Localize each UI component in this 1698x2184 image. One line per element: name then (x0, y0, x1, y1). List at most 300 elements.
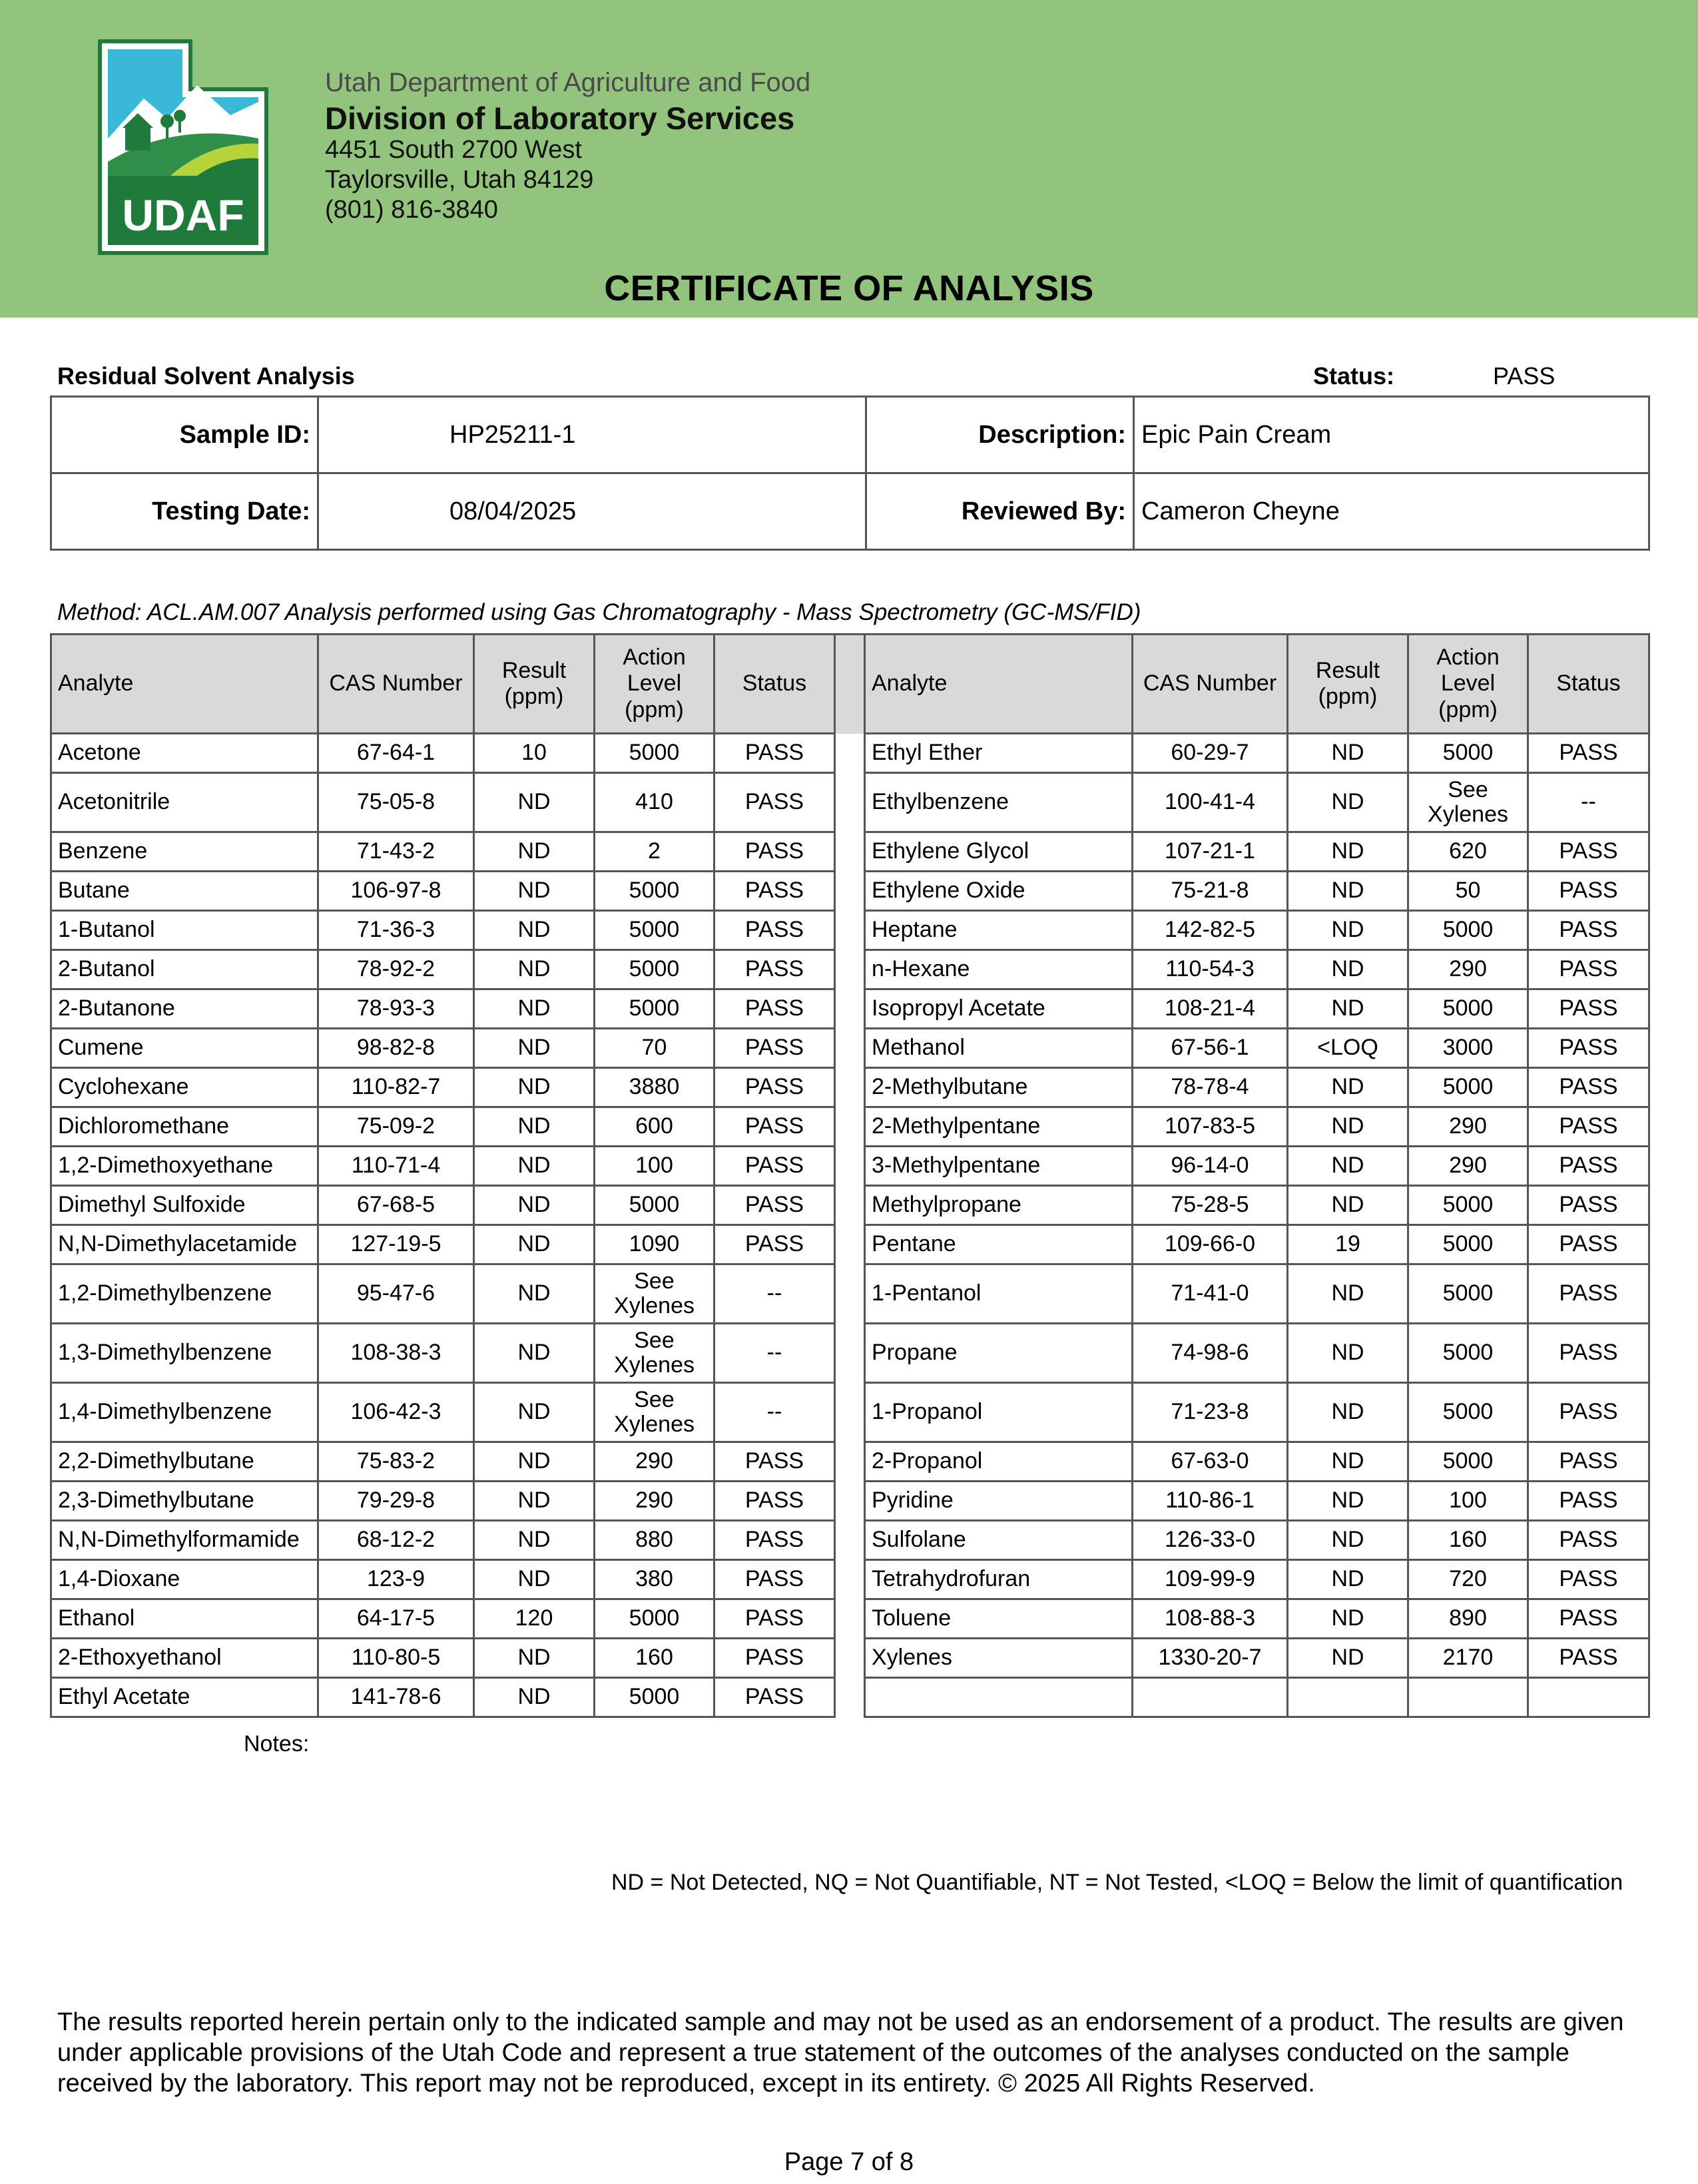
left-analyte-cell: Benzene (51, 832, 318, 872)
left-action-cell: 410 (595, 773, 714, 832)
left-status-cell: PASS (714, 1678, 835, 1717)
left-status-cell: PASS (714, 1521, 835, 1560)
left-analyte-cell: 1-Butanol (51, 911, 318, 950)
left-result-cell: ND (474, 1639, 595, 1678)
notes-label: Notes: (244, 1731, 310, 1757)
right-action-cell: 620 (1408, 832, 1528, 872)
left-result-cell: ND (474, 1482, 595, 1521)
right-result-cell: ND (1288, 1107, 1408, 1147)
right-action-cell: 5000 (1408, 989, 1528, 1029)
right-status-cell: PASS (1528, 872, 1649, 911)
left-action-cell: 600 (595, 1107, 714, 1147)
left-status-cell: PASS (714, 1186, 835, 1225)
left-action-cell: 2 (595, 832, 714, 872)
analysis-title: Residual Solvent Analysis (57, 362, 355, 390)
left-analyte-cell: 1,3-Dimethylbenzene (51, 1324, 318, 1383)
left-analyte-cell: 2-Butanol (51, 950, 318, 989)
phone-number: (801) 816-3840 (325, 196, 498, 224)
right-analyte-cell: Sulfolane (865, 1521, 1133, 1560)
left-analyte-cell: 2-Ethoxyethanol (51, 1639, 318, 1678)
right-status-cell: PASS (1528, 1225, 1649, 1264)
right-analyte-cell: Isopropyl Acetate (865, 989, 1133, 1029)
left-result-cell: ND (474, 1521, 595, 1560)
left-action-cell: 880 (595, 1521, 714, 1560)
right-action-cell: 50 (1408, 872, 1528, 911)
left-cas-cell: 106-42-3 (318, 1383, 474, 1442)
left-action-cell: 5000 (595, 1678, 714, 1717)
left-status-cell: PASS (714, 734, 835, 773)
overall-status-value: PASS (1493, 362, 1556, 390)
right-result-cell: ND (1288, 989, 1408, 1029)
column-gap (835, 1147, 865, 1186)
left-cas-cell: 75-09-2 (318, 1107, 474, 1147)
right-cas-cell: 109-99-9 (1133, 1560, 1288, 1599)
left-result-cell: ND (474, 1264, 595, 1324)
table-row (51, 1324, 1649, 1383)
table-row (51, 989, 1649, 1029)
column-gap (835, 1107, 865, 1147)
left-status-cell: PASS (714, 1029, 835, 1068)
right-result-cell: <LOQ (1288, 1029, 1408, 1068)
right-result-cell: ND (1288, 1147, 1408, 1186)
left-cas-cell: 64-17-5 (318, 1599, 474, 1639)
right-action-cell: 5000 (1408, 1186, 1528, 1225)
right-cas-cell: 60-29-7 (1133, 734, 1288, 773)
right-status-cell: PASS (1528, 989, 1649, 1029)
table-row (51, 1029, 1649, 1068)
left-analyte-cell: 2,3-Dimethylbutane (51, 1482, 318, 1521)
right-result-cell (1288, 1678, 1408, 1717)
right-analyte-cell: Propane (865, 1324, 1133, 1383)
left-cas-cell: 68-12-2 (318, 1521, 474, 1560)
right-cas-cell: 67-63-0 (1133, 1442, 1288, 1482)
col-header-status: Status (1528, 635, 1649, 734)
right-result-cell: ND (1288, 832, 1408, 872)
left-analyte-cell: Butane (51, 872, 318, 911)
column-gap (835, 1560, 865, 1599)
right-result-cell: ND (1288, 911, 1408, 950)
left-cas-cell: 75-05-8 (318, 773, 474, 832)
left-result-cell: ND (474, 1107, 595, 1147)
left-action-cell: 290 (595, 1482, 714, 1521)
left-analyte-cell: Dimethyl Sulfoxide (51, 1186, 318, 1225)
left-cas-cell: 78-93-3 (318, 989, 474, 1029)
right-status-cell: PASS (1528, 1147, 1649, 1186)
overall-status-label: Status: (1313, 362, 1395, 390)
left-status-cell: PASS (714, 872, 835, 911)
left-analyte-cell: Ethyl Acetate (51, 1678, 318, 1717)
col-header-cas: CAS Number (1133, 635, 1288, 734)
right-status-cell: PASS (1528, 950, 1649, 989)
left-cas-cell: 95-47-6 (318, 1264, 474, 1324)
right-cas-cell: 126-33-0 (1133, 1521, 1288, 1560)
left-status-cell: PASS (714, 989, 835, 1029)
col-header-action-level: Action Level (ppm) (595, 635, 714, 734)
left-action-cell: See Xylenes (595, 1324, 714, 1383)
table-row (51, 1186, 1649, 1225)
right-action-cell: 890 (1408, 1599, 1528, 1639)
right-status-cell: PASS (1528, 1264, 1649, 1324)
col-header-analyte: Analyte (865, 635, 1133, 734)
left-action-cell: 5000 (595, 989, 714, 1029)
logo-text: UDAF (122, 190, 244, 240)
column-gap (835, 1264, 865, 1324)
right-status-cell: PASS (1528, 1324, 1649, 1383)
right-analyte-cell: Methanol (865, 1029, 1133, 1068)
left-analyte-cell: 1,2-Dimethylbenzene (51, 1264, 318, 1324)
left-result-cell: ND (474, 1324, 595, 1383)
left-action-cell: 380 (595, 1560, 714, 1599)
right-analyte-cell: Heptane (865, 911, 1133, 950)
column-gap (835, 989, 865, 1029)
table-row (51, 1678, 1649, 1717)
reviewed-by-value: Cameron Cheyne (1134, 473, 1649, 550)
left-status-cell: PASS (714, 950, 835, 989)
column-gap (835, 1029, 865, 1068)
right-action-cell: 5000 (1408, 1383, 1528, 1442)
right-result-cell: ND (1288, 1068, 1408, 1107)
right-cas-cell: 142-82-5 (1133, 911, 1288, 950)
sample-id-label: Sample ID: (51, 397, 318, 473)
right-cas-cell: 110-86-1 (1133, 1482, 1288, 1521)
left-status-cell: PASS (714, 832, 835, 872)
left-status-cell: PASS (714, 1107, 835, 1147)
reviewed-by-label: Reviewed By: (866, 473, 1134, 550)
column-gap (835, 1442, 865, 1482)
left-status-cell: -- (714, 1383, 835, 1442)
left-status-cell: -- (714, 1324, 835, 1383)
left-result-cell: ND (474, 1186, 595, 1225)
page-number: Page 7 of 8 (784, 2148, 914, 2176)
right-cas-cell: 71-23-8 (1133, 1383, 1288, 1442)
right-analyte-cell: 2-Methylpentane (865, 1107, 1133, 1147)
right-cas-cell: 78-78-4 (1133, 1068, 1288, 1107)
column-gap (835, 1225, 865, 1264)
column-gap (835, 1186, 865, 1225)
right-status-cell: PASS (1528, 1639, 1649, 1678)
table-row (51, 1068, 1649, 1107)
column-gap (835, 1599, 865, 1639)
right-status-cell: PASS (1528, 1560, 1649, 1599)
right-cas-cell: 1330-20-7 (1133, 1639, 1288, 1678)
table-row (51, 1442, 1649, 1482)
table-row (51, 911, 1649, 950)
left-action-cell: See Xylenes (595, 1383, 714, 1442)
column-gap (835, 950, 865, 989)
right-cas-cell: 75-28-5 (1133, 1186, 1288, 1225)
left-cas-cell: 106-97-8 (318, 872, 474, 911)
right-analyte-cell: Toluene (865, 1599, 1133, 1639)
left-status-cell: PASS (714, 1068, 835, 1107)
right-cas-cell: 107-83-5 (1133, 1107, 1288, 1147)
right-status-cell: PASS (1528, 1186, 1649, 1225)
right-status-cell: PASS (1528, 1107, 1649, 1147)
col-header-result: Result (ppm) (474, 635, 595, 734)
left-cas-cell: 127-19-5 (318, 1225, 474, 1264)
sample-info-table (50, 396, 1650, 551)
right-action-cell: See Xylenes (1408, 773, 1528, 832)
right-status-cell: PASS (1528, 1482, 1649, 1521)
right-cas-cell: 96-14-0 (1133, 1147, 1288, 1186)
left-action-cell: 5000 (595, 872, 714, 911)
right-result-cell: ND (1288, 1639, 1408, 1678)
table-row (51, 1599, 1649, 1639)
left-cas-cell: 78-92-2 (318, 950, 474, 989)
table-row (51, 1639, 1649, 1678)
right-cas-cell: 109-66-0 (1133, 1225, 1288, 1264)
right-analyte-cell: Xylenes (865, 1639, 1133, 1678)
left-result-cell: ND (474, 832, 595, 872)
left-action-cell: See Xylenes (595, 1264, 714, 1324)
column-gap (835, 1068, 865, 1107)
right-action-cell: 290 (1408, 950, 1528, 989)
right-status-cell: PASS (1528, 1068, 1649, 1107)
right-action-cell: 5000 (1408, 1068, 1528, 1107)
right-action-cell: 5000 (1408, 734, 1528, 773)
left-cas-cell: 67-68-5 (318, 1186, 474, 1225)
table-row (51, 1225, 1649, 1264)
right-action-cell: 5000 (1408, 911, 1528, 950)
right-analyte-cell: n-Hexane (865, 950, 1133, 989)
right-result-cell: ND (1288, 1186, 1408, 1225)
right-result-cell: ND (1288, 1264, 1408, 1324)
left-action-cell: 5000 (595, 950, 714, 989)
right-analyte-cell: Pyridine (865, 1482, 1133, 1521)
col-header-action-level: Action Level (ppm) (1408, 635, 1528, 734)
right-cas-cell: 71-41-0 (1133, 1264, 1288, 1324)
right-result-cell: ND (1288, 1599, 1408, 1639)
right-action-cell (1408, 1678, 1528, 1717)
right-action-cell: 290 (1408, 1107, 1528, 1147)
right-cas-cell: 108-88-3 (1133, 1599, 1288, 1639)
left-status-cell: PASS (714, 1560, 835, 1599)
right-status-cell (1528, 1678, 1649, 1717)
table-row (51, 872, 1649, 911)
right-action-cell: 100 (1408, 1482, 1528, 1521)
right-result-cell: ND (1288, 950, 1408, 989)
left-cas-cell: 67-64-1 (318, 734, 474, 773)
sample-info-row (51, 473, 1649, 550)
col-header-status: Status (714, 635, 835, 734)
column-gap (835, 1482, 865, 1521)
left-cas-cell: 110-82-7 (318, 1068, 474, 1107)
column-gap (835, 1324, 865, 1383)
left-result-cell: ND (474, 911, 595, 950)
column-gap (835, 1383, 865, 1442)
right-status-cell: PASS (1528, 1442, 1649, 1482)
left-analyte-cell: 2,2-Dimethylbutane (51, 1442, 318, 1482)
left-analyte-cell: N,N-Dimethylacetamide (51, 1225, 318, 1264)
left-result-cell: ND (474, 1560, 595, 1599)
left-result-cell: ND (474, 872, 595, 911)
left-status-cell: PASS (714, 1482, 835, 1521)
left-analyte-cell: 2-Butanone (51, 989, 318, 1029)
left-analyte-cell: Cumene (51, 1029, 318, 1068)
left-cas-cell: 71-36-3 (318, 911, 474, 950)
right-result-cell: ND (1288, 1560, 1408, 1599)
right-analyte-cell (865, 1678, 1133, 1717)
certificate-title: CERTIFICATE OF ANALYSIS (604, 268, 1094, 308)
right-analyte-cell: Tetrahydrofuran (865, 1560, 1133, 1599)
column-gap (835, 635, 865, 734)
right-action-cell: 290 (1408, 1147, 1528, 1186)
left-cas-cell: 123-9 (318, 1560, 474, 1599)
left-result-cell: ND (474, 1678, 595, 1717)
left-action-cell: 70 (595, 1029, 714, 1068)
left-status-cell: PASS (714, 1147, 835, 1186)
left-analyte-cell: N,N-Dimethylformamide (51, 1521, 318, 1560)
right-result-cell: ND (1288, 734, 1408, 773)
results-table (50, 633, 1650, 1718)
table-row (51, 950, 1649, 989)
disclaimer-text: The results reported herein pertain only to the indicated sample and may not be used as an endorsement of a product. The results are given under applicable provisions of the Utah Code and represent a true statement of the outcomes of the analyses conducted on the sample received by the laboratory. This report may not be reproduced, except in its entirety. © 2025 All Rights Reserved. (57, 2008, 1624, 2097)
left-status-cell: PASS (714, 911, 835, 950)
right-status-cell: PASS (1528, 734, 1649, 773)
right-cas-cell: 100-41-4 (1133, 773, 1288, 832)
right-status-cell: PASS (1528, 1599, 1649, 1639)
left-action-cell: 1090 (595, 1225, 714, 1264)
left-analyte-cell: 1,4-Dioxane (51, 1560, 318, 1599)
left-action-cell: 290 (595, 1442, 714, 1482)
left-cas-cell: 75-83-2 (318, 1442, 474, 1482)
sample-info-row (51, 397, 1649, 473)
results-header-row (51, 635, 1649, 734)
column-gap (835, 872, 865, 911)
right-cas-cell: 107-21-1 (1133, 832, 1288, 872)
table-row (51, 1147, 1649, 1186)
left-analyte-cell: Dichloromethane (51, 1107, 318, 1147)
left-action-cell: 5000 (595, 911, 714, 950)
right-action-cell: 5000 (1408, 1442, 1528, 1482)
left-analyte-cell: 1,2-Dimethoxyethane (51, 1147, 318, 1186)
left-action-cell: 3880 (595, 1068, 714, 1107)
column-gap (835, 832, 865, 872)
left-action-cell: 5000 (595, 1186, 714, 1225)
left-analyte-cell: Ethanol (51, 1599, 318, 1639)
left-result-cell: ND (474, 1383, 595, 1442)
left-cas-cell: 110-71-4 (318, 1147, 474, 1186)
right-cas-cell: 67-56-1 (1133, 1029, 1288, 1068)
column-gap (835, 911, 865, 950)
table-row (51, 773, 1649, 832)
results-body (51, 734, 1649, 1717)
right-result-cell: 19 (1288, 1225, 1408, 1264)
right-analyte-cell: Ethyl Ether (865, 734, 1133, 773)
col-header-cas: CAS Number (318, 635, 474, 734)
left-status-cell: PASS (714, 773, 835, 832)
testing-date-label: Testing Date: (51, 473, 318, 550)
right-analyte-cell: Ethylene Oxide (865, 872, 1133, 911)
left-cas-cell: 110-80-5 (318, 1639, 474, 1678)
left-action-cell: 100 (595, 1147, 714, 1186)
testing-date-value: 08/04/2025 (318, 473, 866, 550)
column-gap (835, 1639, 865, 1678)
right-status-cell: PASS (1528, 832, 1649, 872)
left-result-cell: ND (474, 1225, 595, 1264)
right-analyte-cell: Ethylene Glycol (865, 832, 1133, 872)
right-result-cell: ND (1288, 1482, 1408, 1521)
left-status-cell: PASS (714, 1599, 835, 1639)
left-analyte-cell: 1,4-Dimethylbenzene (51, 1383, 318, 1442)
column-gap (835, 734, 865, 773)
column-gap (835, 773, 865, 832)
udaf-logo (97, 39, 269, 256)
right-analyte-cell: 2-Methylbutane (865, 1068, 1133, 1107)
left-action-cell: 160 (595, 1639, 714, 1678)
right-analyte-cell: 1-Propanol (865, 1383, 1133, 1442)
left-analyte-cell: Acetonitrile (51, 773, 318, 832)
right-status-cell: -- (1528, 773, 1649, 832)
left-cas-cell: 141-78-6 (318, 1678, 474, 1717)
right-status-cell: PASS (1528, 1029, 1649, 1068)
left-result-cell: 10 (474, 734, 595, 773)
table-row (51, 1521, 1649, 1560)
table-row (51, 734, 1649, 773)
table-row (51, 1107, 1649, 1147)
left-cas-cell: 71-43-2 (318, 832, 474, 872)
right-action-cell: 5000 (1408, 1324, 1528, 1383)
right-result-cell: ND (1288, 1383, 1408, 1442)
left-status-cell: -- (714, 1264, 835, 1324)
description-label: Description: (866, 397, 1134, 473)
right-analyte-cell: Methylpropane (865, 1186, 1133, 1225)
left-action-cell: 5000 (595, 734, 714, 773)
right-analyte-cell: 1-Pentanol (865, 1264, 1133, 1324)
right-action-cell: 160 (1408, 1521, 1528, 1560)
right-analyte-cell: Ethylbenzene (865, 773, 1133, 832)
left-result-cell: 120 (474, 1599, 595, 1639)
left-analyte-cell: Cyclohexane (51, 1068, 318, 1107)
right-analyte-cell: Pentane (865, 1225, 1133, 1264)
left-result-cell: ND (474, 1147, 595, 1186)
right-result-cell: ND (1288, 1521, 1408, 1560)
left-result-cell: ND (474, 950, 595, 989)
left-action-cell: 5000 (595, 1599, 714, 1639)
left-result-cell: ND (474, 1029, 595, 1068)
column-gap (835, 1521, 865, 1560)
right-result-cell: ND (1288, 1442, 1408, 1482)
right-analyte-cell: 3-Methylpentane (865, 1147, 1133, 1186)
left-result-cell: ND (474, 773, 595, 832)
left-status-cell: PASS (714, 1442, 835, 1482)
right-status-cell: PASS (1528, 911, 1649, 950)
right-result-cell: ND (1288, 1324, 1408, 1383)
column-gap (835, 1678, 865, 1717)
left-result-cell: ND (474, 1068, 595, 1107)
description-value: Epic Pain Cream (1134, 397, 1649, 473)
table-row (51, 1482, 1649, 1521)
right-action-cell: 5000 (1408, 1225, 1528, 1264)
right-cas-cell: 110-54-3 (1133, 950, 1288, 989)
right-action-cell: 720 (1408, 1560, 1528, 1599)
left-result-cell: ND (474, 989, 595, 1029)
left-cas-cell: 98-82-8 (318, 1029, 474, 1068)
right-status-cell: PASS (1528, 1521, 1649, 1560)
address-line-1: 4451 South 2700 West (325, 136, 582, 164)
address-line-2: Taylorsville, Utah 84129 (325, 166, 594, 194)
right-action-cell: 2170 (1408, 1639, 1528, 1678)
table-row (51, 832, 1649, 872)
left-analyte-cell: Acetone (51, 734, 318, 773)
right-action-cell: 3000 (1408, 1029, 1528, 1068)
right-cas-cell: 108-21-4 (1133, 989, 1288, 1029)
abbreviation-legend: ND = Not Detected, NQ = Not Quantifiable, NT = Not Tested, <LOQ = Below the limit of quantification (611, 1870, 1623, 1895)
table-row (51, 1383, 1649, 1442)
left-result-cell: ND (474, 1442, 595, 1482)
right-cas-cell: 74-98-6 (1133, 1324, 1288, 1383)
right-result-cell: ND (1288, 773, 1408, 832)
division-name: Division of Laboratory Services (325, 101, 795, 136)
